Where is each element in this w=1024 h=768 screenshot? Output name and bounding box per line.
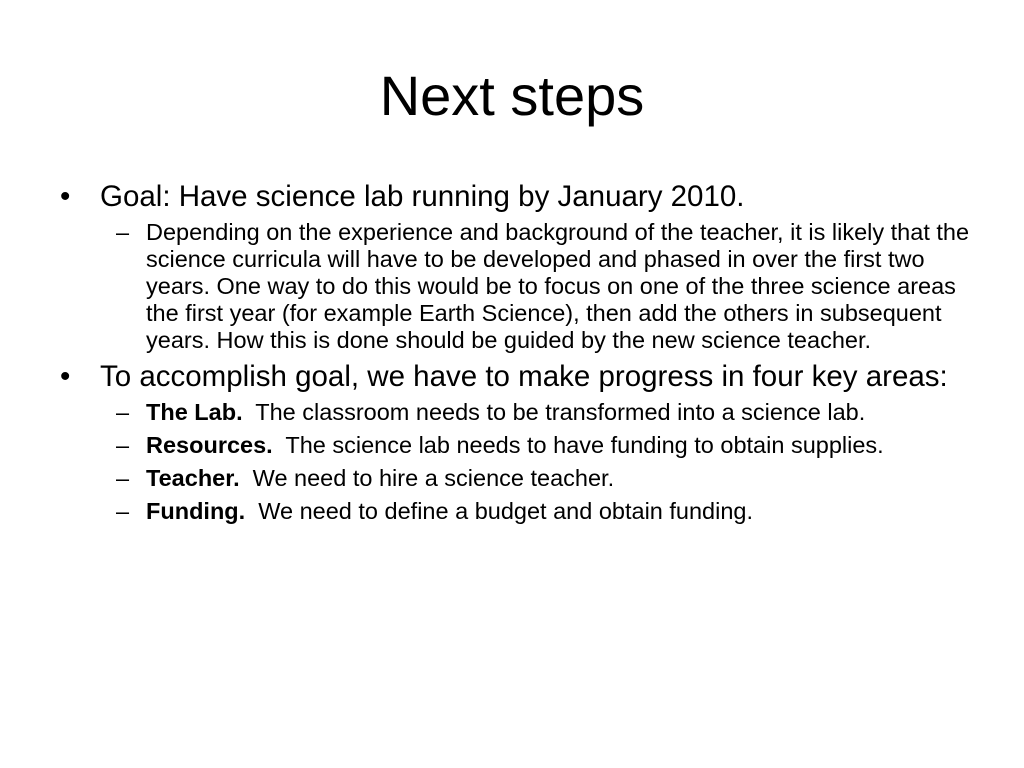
subitem-text: The classroom needs to be transformed into a science lab. [242,399,866,425]
subitem-heading: Teacher. [146,465,240,491]
subitem-heading: Funding. [146,498,246,524]
slide-title: Next steps [379,64,645,127]
subitem-text: Depending on the experience and background of the teacher, it is likely that the science curricula will have to be developed and phased in over the first two years. One way to do this would be to focus on one of the three science areas the first year (for example Earth Science), then add the others in subsequent years. How this is done should be guided by the new science teacher. [146,219,970,353]
subitem-heading: The Lab. [146,399,243,425]
dash-icon: – [116,219,130,245]
subitem-funding [60,498,980,525]
subitem-teacher [60,465,980,492]
bullet-key-areas [60,360,980,393]
subitem-text: We need to hire a science teacher. [239,465,615,491]
subitem-curricula [60,219,980,354]
slide-content [60,180,980,531]
dash-icon: – [116,432,130,458]
bullet-icon: • [60,180,71,213]
bullet-goal [60,180,980,213]
subitem-resources [60,432,980,459]
subitem-text: We need to define a budget and obtain funding. [245,498,754,524]
bullet-icon: • [60,360,71,393]
bullet-text: Goal: Have science lab running by January 2010. [100,180,745,213]
subitem-heading: Resources. [146,432,273,458]
dash-icon: – [116,465,130,491]
subitem-text: The science lab needs to have funding to obtain supplies. [272,432,884,458]
dash-icon: – [116,498,130,524]
subitem-the-lab [60,399,980,426]
dash-icon: – [116,399,130,425]
bullet-text: To accomplish goal, we have to make progress in four key areas: [100,360,948,393]
